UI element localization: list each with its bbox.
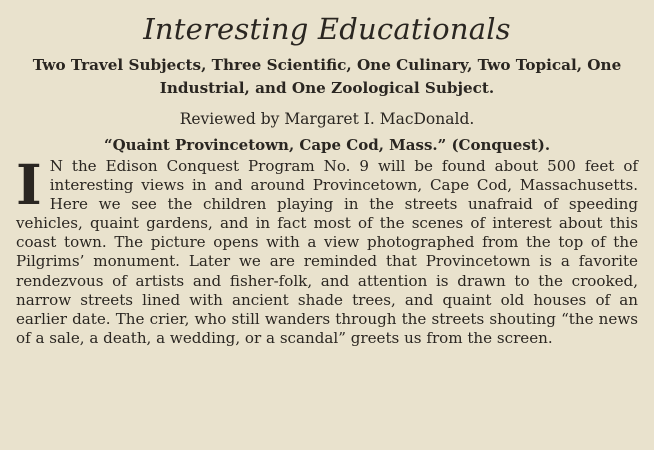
article-title: Interesting Educationals — [143, 12, 511, 46]
section-heading: “Quaint Provincetown, Cape Cod, Mass.” (Conquest). — [103, 136, 551, 154]
article-byline: Reviewed by Margaret I. MacDonald. — [179, 110, 475, 128]
show-through-text — [606, 4, 654, 50]
article-subtitle: Two Travel Subjects, Three Scientific, One Culinary, Two Topical, One Industrial, and One Zoological Subject. — [32, 56, 622, 97]
article-body — [16, 152, 638, 348]
article-body-text: N the Edison Conquest Program No. 9 will be found about 500 feet of interesting views in and around Provincetown, Cape Cod, Massachusetts. Here we see the children playing in the streets unafraid of speeding vehicles, quaint gardens, and in fact most of the scenes of interest about this coast town. The picture opens with a view photographed from the top of the Pilgrims’ monument. Later we are reminded that Provincetown is a favorite rendezvous of artists and fisher-folk, and attention is drawn to the crooked, narrow streets lined with ancient shade trees, and quaint old houses of an earlier date. The crier, who still wanders through the streets shouting “the news of a sale, a death, a wedding, or a scandal” greets us from the screen. — [16, 157, 638, 347]
drop-cap: I — [16, 152, 42, 217]
